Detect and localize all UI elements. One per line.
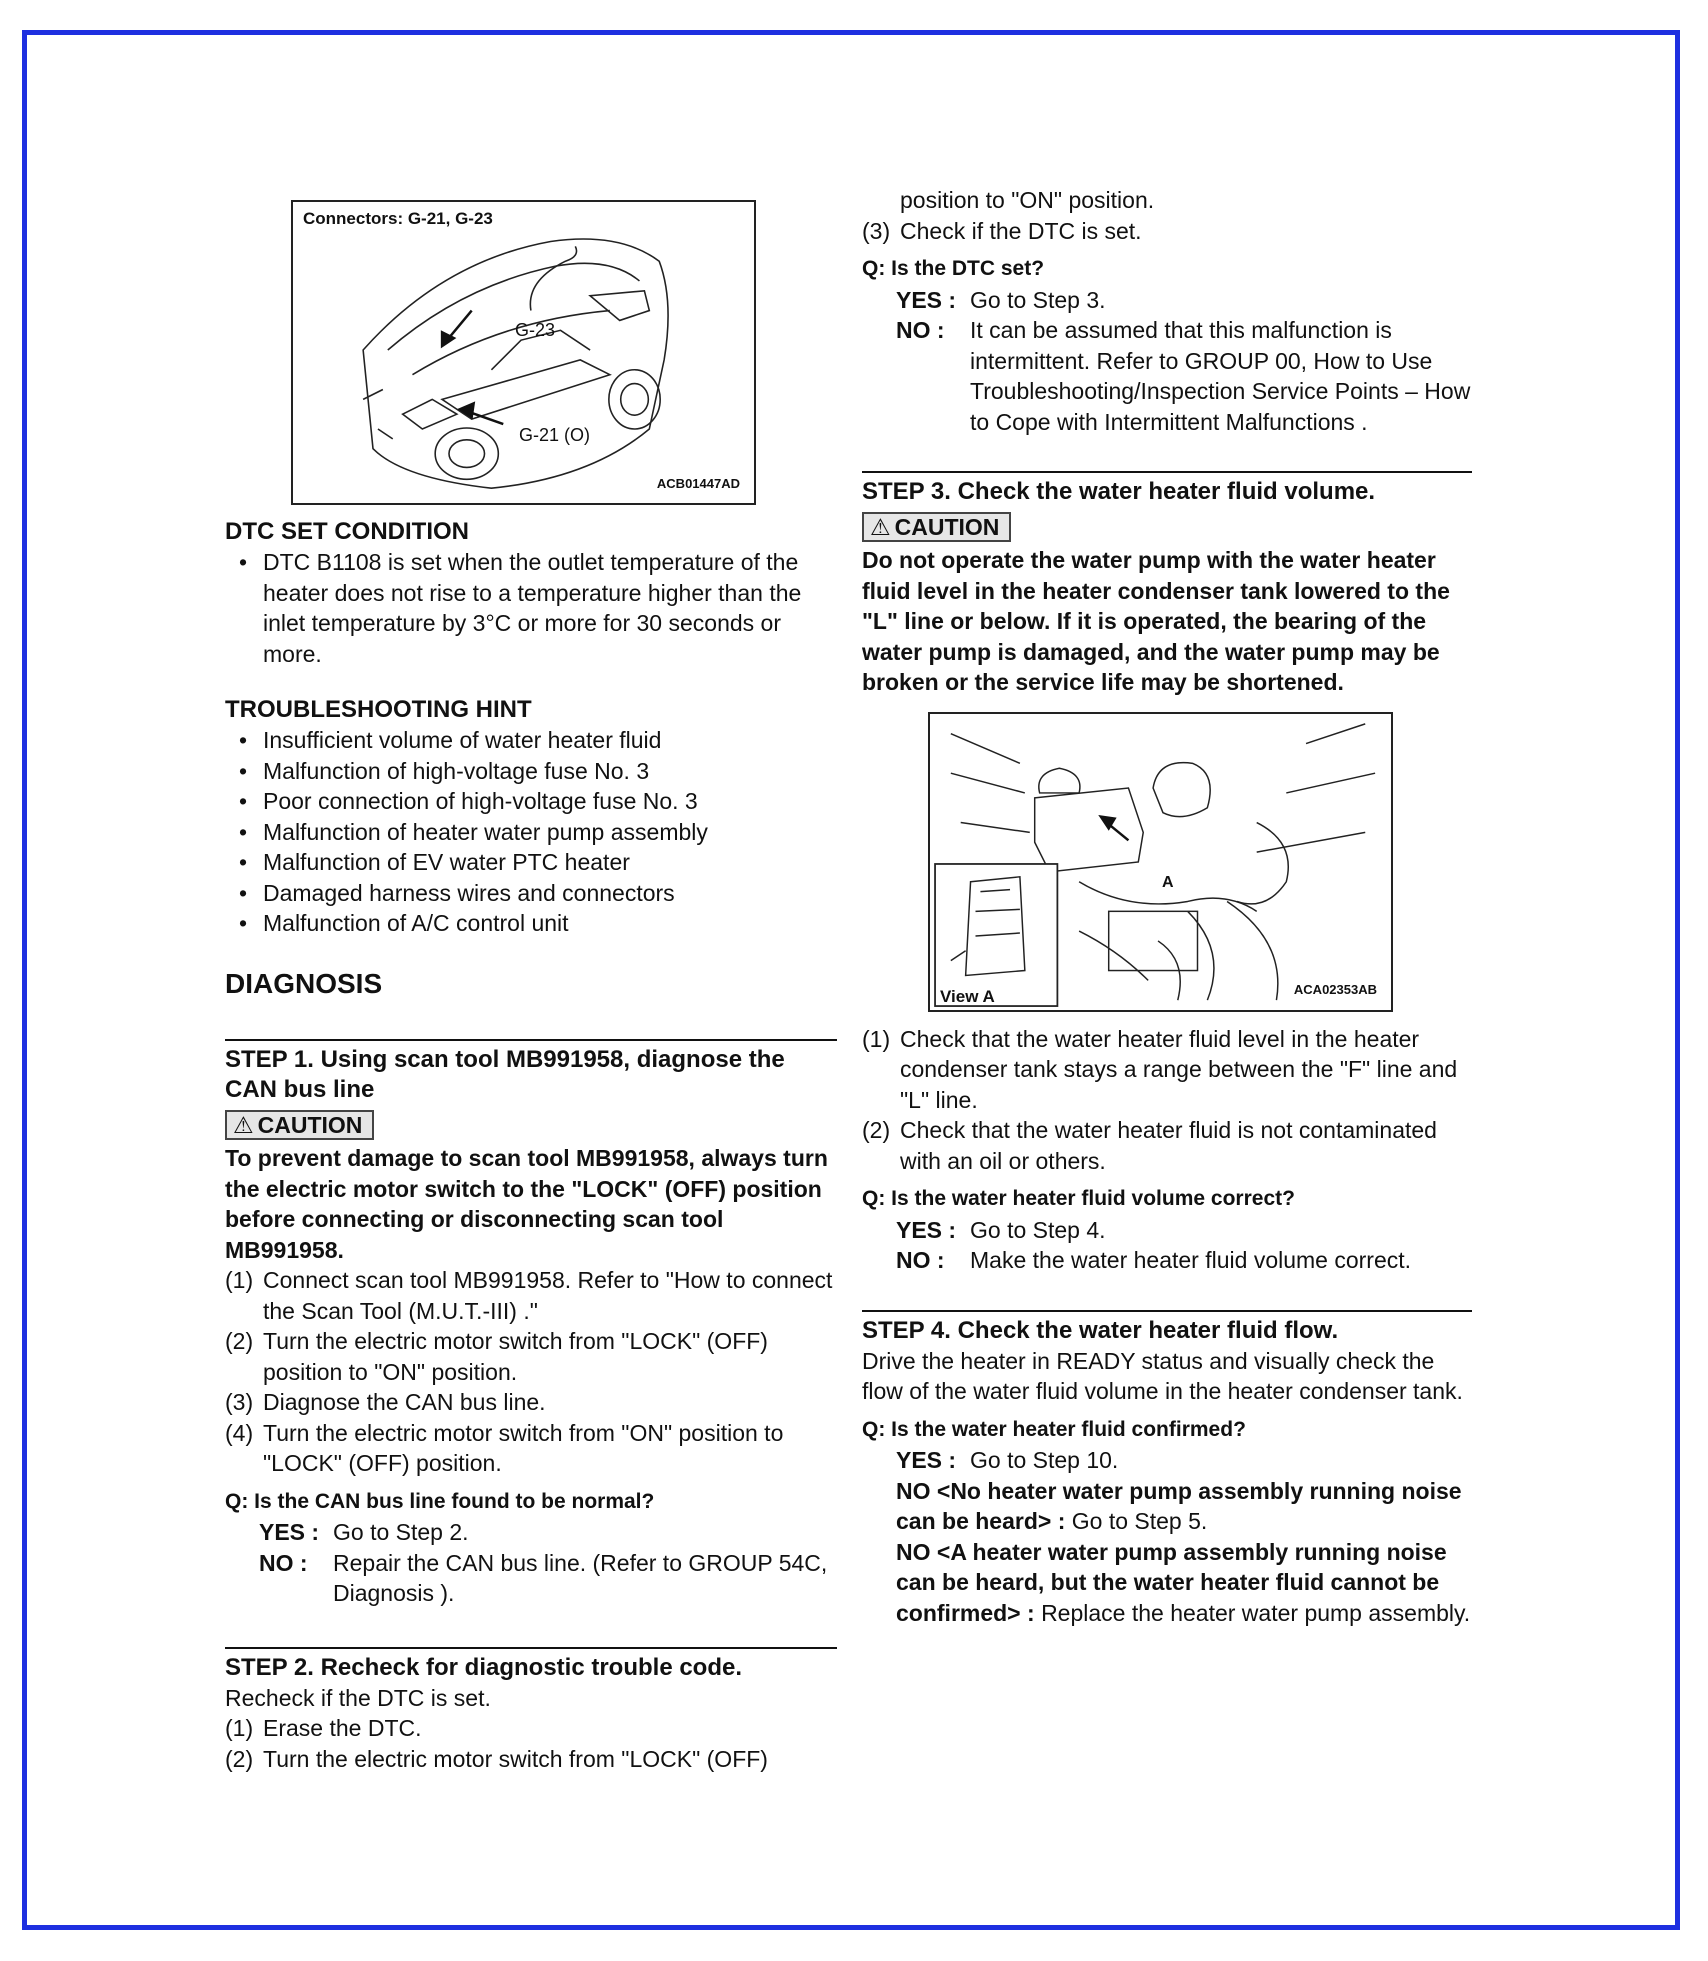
item-text: Check if the DTC is set. [900, 217, 1142, 244]
no-key: NO : [896, 317, 945, 343]
list-item [225, 1326, 837, 1387]
list-item [862, 216, 1472, 247]
item-text: Check that the water heater fluid is not contaminated with an oil or others. [900, 1117, 1437, 1174]
step2-question: Q: Is the DTC set? [862, 257, 1045, 280]
yes-key: YES : [896, 1447, 957, 1473]
yes-text: Go to Step 4. [970, 1216, 1106, 1243]
tank-figure [928, 712, 1393, 1012]
figure-title: Connectors: G-21, G-23 [303, 209, 493, 228]
list-item: • Malfunction of EV water PTC heater [225, 847, 837, 878]
list-item [225, 1744, 837, 1774]
step4-yes [896, 1445, 1472, 1476]
yes-key: YES : [896, 286, 957, 313]
caution-box [225, 1110, 374, 1140]
yes-key: YES : [896, 1216, 957, 1243]
item-number: (3) [862, 217, 891, 244]
yes-key: YES : [259, 1519, 320, 1545]
item-text: Check that the water heater fluid level in the heater condenser tank stays a range between the "F" line and "L" line. [900, 1025, 1458, 1113]
car-illustration [293, 202, 754, 503]
left-column [225, 200, 837, 1774]
view-a-marker: A [1162, 873, 1174, 891]
no-text: Replace the heater water pump assembly. [1041, 1599, 1471, 1626]
yes-text: Go to Step 2. [333, 1519, 469, 1545]
no-key: NO <A heater water pump assembly running noise can be heard, but the water heater fluid cannot be confirmed> : [896, 1538, 1447, 1626]
right-column [862, 185, 1472, 1628]
item-number: (2) [225, 1328, 254, 1354]
list-item: • Insufficient volume of water heater fluid [225, 725, 837, 756]
step4-no-1 [896, 1476, 1472, 1537]
step4-heading: STEP 4. Check the water heater fluid flow. [862, 1310, 1472, 1346]
item-text: Erase the DTC. [263, 1715, 422, 1741]
list-item [862, 1024, 1472, 1116]
diagnosis-heading: DIAGNOSIS [225, 967, 383, 999]
step3-no [896, 1245, 1472, 1276]
no-key: NO : [259, 1549, 308, 1576]
list-item [862, 1115, 1472, 1176]
step3-heading: STEP 3. Check the water heater fluid volume. [862, 471, 1472, 507]
no-key: NO : [896, 1247, 945, 1273]
caution-label: CAUTION [894, 514, 1000, 540]
list-item: • DTC B1108 is set when the outlet temperature of the heater does not rise to a temperature higher than the inlet temperature by 3°C or more for 30 seconds or more. [225, 547, 837, 669]
item-text: Connect scan tool MB991958. Refer to "How to connect the Scan Tool (M.U.T.-III) ." [263, 1267, 833, 1324]
caution-label: CAUTION [257, 1112, 363, 1138]
step1-list [225, 1265, 837, 1479]
step4-question: Q: Is the water heater fluid confirmed? [862, 1417, 1246, 1441]
no-text: It can be assumed that this malfunction is intermittent. Refer to GROUP 00, How to Use Troubleshooting/Inspection Service Points – How to Cope with Intermittent Malfunctions . [970, 317, 1471, 435]
step3-question: Q: Is the water heater fluid volume correct? [862, 1187, 1295, 1210]
step2-intro: Recheck if the DTC is set. [225, 1684, 491, 1711]
list-item: • Damaged harness wires and connectors [225, 878, 837, 909]
step1-heading: STEP 1. Using scan tool MB991958, diagnose the CAN bus line [225, 1039, 837, 1105]
warning-icon: ⚠ [870, 514, 891, 540]
step4-no-2 [896, 1537, 1472, 1629]
connector-figure [291, 200, 756, 505]
caution-box [862, 512, 1011, 542]
step1-caution-text: To prevent damage to scan tool MB991958, always turn the electric motor switch to the "LOCK" (OFF) position before connecting or disconnecting scan tool MB991958. [225, 1145, 828, 1263]
engine-bay-illustration [930, 714, 1391, 1010]
list-item: • Malfunction of A/C control unit [225, 908, 837, 939]
no-text: Make the water heater fluid volume correct. [970, 1247, 1412, 1273]
item-number: (3) [225, 1389, 254, 1415]
step1-question: Q: Is the CAN bus line found to be normal? [225, 1489, 655, 1513]
no-text: Go to Step 5. [1071, 1508, 1208, 1534]
list-item [225, 1265, 837, 1326]
step2-heading: STEP 2. Recheck for diagnostic trouble code. [225, 1647, 837, 1683]
step3-list [862, 1024, 1472, 1177]
connector-label-g21: G-21 (O) [519, 425, 591, 445]
step2-no [896, 315, 1472, 437]
step2-list-continued [862, 216, 1472, 247]
step4-intro: Drive the heater in READY status and visually check the flow of the water fluid volume in the heater condenser tank. [862, 1347, 1463, 1404]
step3-caution-text: Do not operate the water pump with the water heater fluid level in the heater condenser tank lowered to the "L" line or below. If it is operated, the bearing of the water pump is damaged, and the water pump may be broken or the service life may be shortened. [862, 547, 1450, 695]
figure-code: ACA02353AB [1293, 982, 1377, 997]
list-item: • Malfunction of heater water pump assembly [225, 817, 837, 848]
item-number: (1) [225, 1267, 254, 1293]
item-text: Turn the electric motor switch from "LOCK" (OFF) position to "ON" position. [263, 1328, 768, 1385]
item-number: (2) [862, 1117, 891, 1143]
hint-list [225, 725, 837, 939]
list-item [225, 1713, 837, 1744]
hint-heading: TROUBLESHOOTING HINT [225, 696, 532, 723]
item-number: (1) [225, 1715, 254, 1741]
item-number: (2) [225, 1745, 254, 1772]
step2-continued-text: position to "ON" position. [900, 187, 1155, 213]
step3-yes [896, 1215, 1472, 1246]
list-item: • Poor connection of high-voltage fuse No. 3 [225, 786, 837, 817]
list-item [225, 1387, 837, 1418]
view-a-label: View A [940, 986, 995, 1006]
step2-list [225, 1713, 837, 1774]
figure-code: ACB01447AD [656, 475, 740, 491]
step2-yes [896, 285, 1472, 316]
no-text: Repair the CAN bus line. (Refer to GROUP 54C, Diagnosis ). [333, 1549, 828, 1606]
connector-label-g23: G-23 [515, 320, 556, 340]
dtc-set-heading: DTC SET CONDITION [225, 518, 469, 545]
no-key: NO <No heater water pump assembly running noise can be heard> : [896, 1477, 1462, 1534]
item-text: Turn the electric motor switch from "LOCK" (OFF) [263, 1745, 768, 1772]
list-item [225, 1418, 837, 1479]
item-number: (4) [225, 1419, 254, 1446]
step1-yes [259, 1517, 837, 1548]
dtc-set-list [225, 547, 837, 669]
item-text: Diagnose the CAN bus line. [263, 1389, 546, 1415]
list-item: • Malfunction of high-voltage fuse No. 3 [225, 756, 837, 787]
item-number: (1) [862, 1025, 891, 1052]
item-text: Turn the electric motor switch from "ON" position to "LOCK" (OFF) position. [263, 1419, 784, 1476]
yes-text: Go to Step 3. [970, 286, 1106, 313]
warning-icon: ⚠ [233, 1112, 254, 1138]
step1-no [259, 1548, 837, 1609]
yes-text: Go to Step 10. [970, 1447, 1119, 1473]
